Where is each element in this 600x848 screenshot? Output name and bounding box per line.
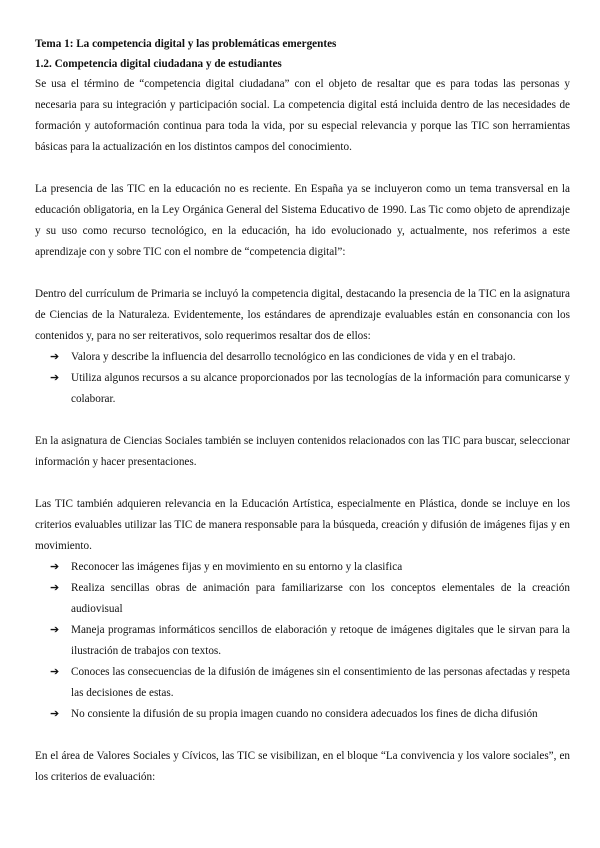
list-educacion-artistica: [35, 557, 570, 725]
paragraph-gap: [35, 725, 570, 746]
paragraph-gap: [35, 410, 570, 431]
list-item-text: Realiza sencillas obras de animación para familiarizarse con los conceptos elementales de la creación audiovisual: [71, 582, 570, 615]
arrow-bullet-icon: ➔: [50, 372, 60, 384]
list-item-text: Reconocer las imágenes fijas y en movimiento en su entorno y la clasifica: [71, 561, 403, 573]
arrow-bullet-icon: ➔: [50, 666, 60, 678]
list-item: [35, 557, 570, 578]
list-item: [35, 347, 570, 368]
paragraph-curriculum-primaria: Dentro del currículum de Primaria se incluyó la competencia digital, destacando la presencia de la TIC en la asignatura de Ciencias de la Naturaleza. Evidentemente, los estándares de aprendizaje evaluables están en consonancia con los contenidos y, para no ser reiterativos, solo requerimos resaltar dos de ellos:: [35, 288, 570, 342]
list-item-text: Maneja programas informáticos sencillos de elaboración y retoque de imágenes digitales que le sirvan para la ilustración de trabajos con textos.: [71, 624, 570, 657]
topic-heading: Tema 1: La competencia digital y las problemáticas emergentes: [35, 38, 337, 50]
paragraph-gap: [35, 158, 570, 179]
paragraph-presencia-tic: La presencia de las TIC en la educación no es reciente. En España ya se incluyeron como un tema transversal en la educación obligatoria, en la Ley Orgánica General del Sistema Educativo de 1990. Las Tic como objeto de aprendizaje y su uso como recurso tecnológico, en la educación, ha ido evolucionado y, actualmente, nos referimos a este aprendizaje con y sobre TIC con el nombre de “competencia digital”:: [35, 183, 570, 258]
list-item: [35, 368, 570, 410]
list-ciencias-naturaleza: [35, 347, 570, 410]
arrow-bullet-icon: ➔: [50, 708, 60, 720]
arrow-bullet-icon: ➔: [50, 561, 60, 573]
document-content: [35, 34, 570, 788]
paragraph-gap: [35, 263, 570, 284]
list-item: [35, 620, 570, 662]
list-item-text: Utiliza algunos recursos a su alcance proporcionados por las tecnologías de la información para comunicarse y colaborar.: [71, 372, 570, 405]
arrow-bullet-icon: ➔: [50, 351, 60, 363]
arrow-bullet-icon: ➔: [50, 624, 60, 636]
list-item: [35, 578, 570, 620]
list-item-text: Valora y describe la influencia del desarrollo tecnológico en las condiciones de vida y en el trabajo.: [71, 351, 516, 363]
list-item: [35, 662, 570, 704]
paragraph-competencia-ciudadana: Se usa el término de “competencia digital ciudadana” con el objeto de resaltar que es para todas las personas y necesaria para su integración y participación social. La competencia digital está incluida dentro de las necesidades de formación y autoformación continua para toda la vida, por su especial relevancia y porque las TIC son herramientas básicas para la actualización en los distintos campos del conocimiento.: [35, 78, 570, 153]
list-item: [35, 704, 570, 725]
paragraph-valores-sociales: En el área de Valores Sociales y Cívicos, las TIC se visibilizan, en el bloque “La convivencia y los valore sociales”, en los criterios de evaluación:: [35, 750, 570, 783]
paragraph-gap: [35, 473, 570, 494]
paragraph-educacion-artistica: Las TIC también adquieren relevancia en la Educación Artística, especialmente en Plástica, donde se incluye en los criterios evaluables utilizar las TIC de manera responsable para la búsqueda, creación y difusión de imágenes fijas y en movimiento.: [35, 498, 570, 552]
list-item-text: No consiente la difusión de su propia imagen cuando no considera adecuados los fines de dicha difusión: [71, 708, 538, 720]
paragraph-ciencias-sociales: En la asignatura de Ciencias Sociales también se incluyen contenidos relacionados con las TIC para buscar, seleccionar información y hacer presentaciones.: [35, 435, 570, 468]
list-item-text: Conoces las consecuencias de la difusión de imágenes sin el consentimiento de las personas afectadas y respeta las decisiones de estas.: [71, 666, 570, 699]
arrow-bullet-icon: ➔: [50, 582, 60, 594]
section-heading: 1.2. Competencia digital ciudadana y de estudiantes: [35, 58, 282, 70]
